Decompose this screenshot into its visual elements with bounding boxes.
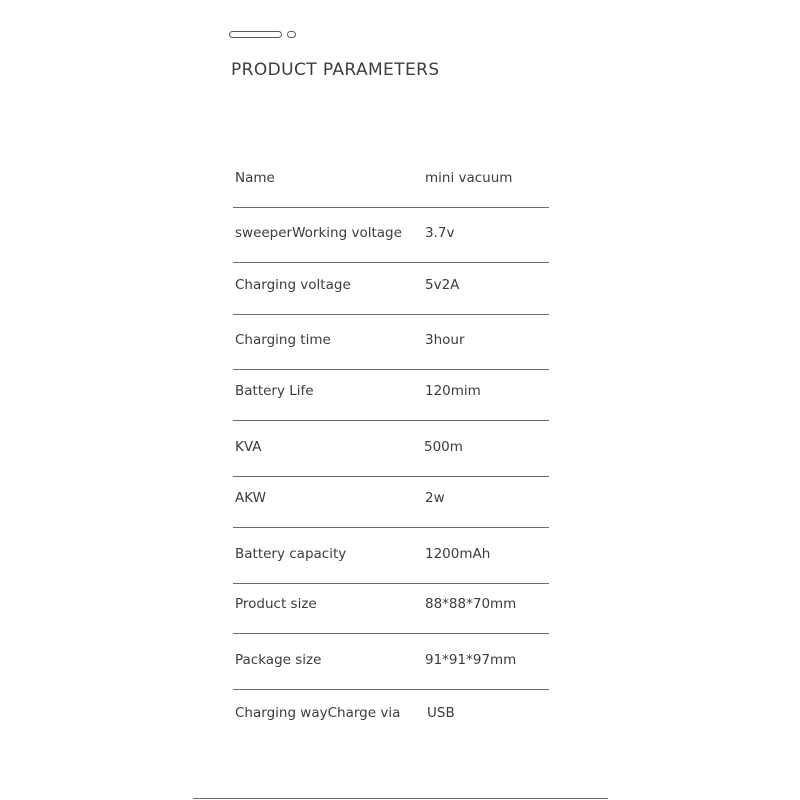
parameter-row [0, 636, 800, 689]
parameter-label: Charging time [235, 332, 331, 348]
parameter-value: 2w [425, 490, 445, 506]
parameter-row [0, 209, 800, 262]
decorative-dot-shape [287, 31, 296, 38]
parameter-row [0, 474, 800, 527]
parameter-value: mini vacuum [425, 170, 513, 186]
parameter-row [0, 154, 800, 207]
parameter-row [0, 689, 800, 742]
parameter-value: 3hour [425, 332, 465, 348]
parameter-row [0, 367, 800, 420]
parameter-label: Charging wayCharge via [235, 705, 401, 721]
parameter-value: 120mim [425, 383, 481, 399]
parameter-label: KVA [235, 439, 262, 455]
parameter-row [0, 580, 800, 633]
parameter-row [0, 423, 800, 476]
parameter-value: 88*88*70mm [425, 596, 517, 612]
parameter-label: AKW [235, 490, 266, 506]
row-divider [233, 420, 549, 421]
parameter-label: sweeperWorking voltage [235, 225, 402, 241]
parameter-row [0, 530, 800, 583]
row-divider [233, 314, 549, 315]
parameter-label: Package size [235, 652, 322, 668]
parameter-label: Charging voltage [235, 277, 351, 293]
row-divider [233, 633, 549, 634]
row-divider [233, 207, 549, 208]
parameter-value: 91*91*97mm [425, 652, 517, 668]
bottom-divider [193, 798, 608, 799]
parameter-value: 5v2A [425, 277, 460, 293]
parameter-value: 3.7v [425, 225, 455, 241]
page-title: PRODUCT PARAMETERS [231, 60, 440, 80]
parameter-row [0, 261, 800, 314]
parameter-label: Battery capacity [235, 546, 347, 562]
parameter-label: Name [235, 170, 275, 186]
row-divider [233, 527, 549, 528]
parameter-value: 500m [424, 439, 463, 455]
decorative-pill-shape [229, 31, 282, 38]
parameter-label: Product size [235, 596, 317, 612]
parameter-value: USB [427, 705, 455, 721]
parameter-value: 1200mAh [425, 546, 491, 562]
parameter-row [0, 316, 800, 369]
parameter-label: Battery Life [235, 383, 314, 399]
